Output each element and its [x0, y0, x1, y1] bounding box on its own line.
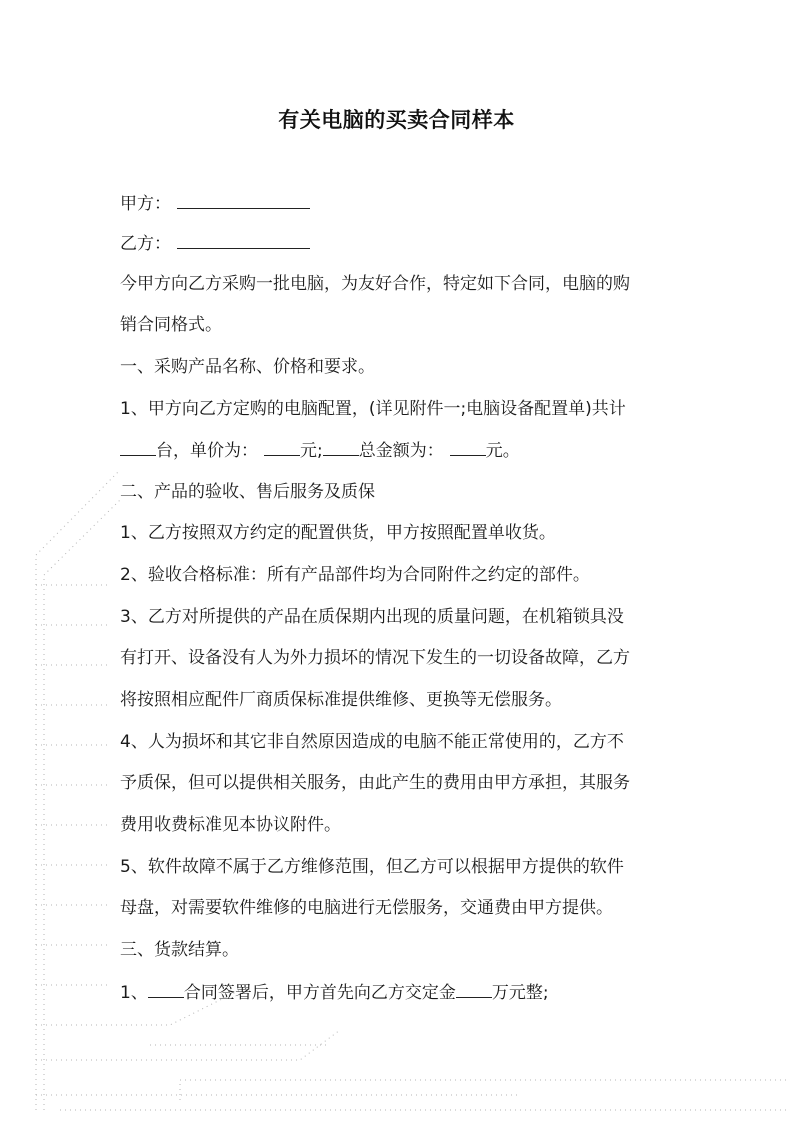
s3-item1-prefix: 1、	[120, 983, 148, 1003]
unit-price-blank[interactable]	[264, 439, 300, 456]
intro-line-1: 今甲方向乙方采购一批电脑，为友好合作，特定如下合同，电脑的购	[120, 274, 630, 294]
signing-blank[interactable]	[148, 981, 184, 998]
party-b-blank[interactable]	[177, 232, 310, 249]
s1-unit-text: 台，单价为：	[156, 441, 258, 461]
s1-item1-line1: 1、甲方向乙方定购的电脑配置，(详见附件一;电脑设备配置单)共计	[120, 399, 626, 419]
s2-item-1: 1、乙方按照双方约定的配置供货，甲方按照配置单收货。	[120, 523, 556, 543]
s2-item4-line1: 4、人为损坏和其它非自然原因造成的电脑不能正常使用的，乙方不	[120, 732, 624, 752]
s2-item4-line3: 费用收费标准见本协议附件。	[120, 815, 341, 835]
s1-total-text: 总金额为：	[358, 441, 444, 461]
s3-item1-end: 万元整;	[491, 983, 549, 1003]
party-a-blank[interactable]	[177, 192, 310, 209]
s2-item-2: 2、验收合格标准：所有产品部件均为合同附件之约定的部件。	[120, 565, 590, 585]
s1-yuan-end: 元。	[485, 441, 520, 461]
s3-item1-mid: 合同签署后，甲方首先向乙方交定金	[183, 983, 456, 1003]
s2-item4-line2: 予质保，但可以提供相关服务，由此产生的费用由甲方承担，其服务	[120, 773, 630, 793]
s2-item3-line3: 将按照相应配件厂商质保标准提供维修、更换等无偿服务。	[120, 690, 562, 710]
s2-item5-line2: 母盘，对需要软件维修的电脑进行无偿服务，交通费由甲方提供。	[120, 898, 613, 918]
party-b-label: 乙方：	[120, 234, 171, 254]
total-amount-blank[interactable]	[450, 439, 486, 456]
intro-line-2: 销合同格式。	[120, 315, 222, 335]
s2-item3-line2: 有打开、设备没有人为外力损坏的情况下发生的一切设备故障，乙方	[120, 648, 630, 668]
s3-item1-line	[120, 981, 549, 1004]
party-a-label: 甲方：	[120, 194, 171, 214]
s2-item5-line1: 5、软件故障不属于乙方维修范围，但乙方可以根据甲方提供的软件	[120, 857, 624, 877]
section-2-heading: 二、产品的验收、售后服务及质保	[120, 482, 375, 502]
document-title: 有关电脑的买卖合同样本	[278, 108, 515, 132]
s1-yuan-sep: 元;	[300, 441, 323, 461]
section-3-heading: 三、货款结算。	[120, 940, 239, 960]
deposit-amount-blank[interactable]	[456, 981, 492, 998]
quantity-blank[interactable]	[120, 439, 156, 456]
party-a-line	[120, 192, 310, 215]
section-1-heading: 一、采购产品名称、价格和要求。	[120, 357, 375, 377]
party-b-line	[120, 232, 310, 255]
blank-separator[interactable]	[323, 439, 359, 456]
s1-item1-line2	[120, 439, 520, 462]
s2-item3-line1: 3、乙方对所提供的产品在质保期内出现的质量问题，在机箱锁具没	[120, 607, 624, 627]
